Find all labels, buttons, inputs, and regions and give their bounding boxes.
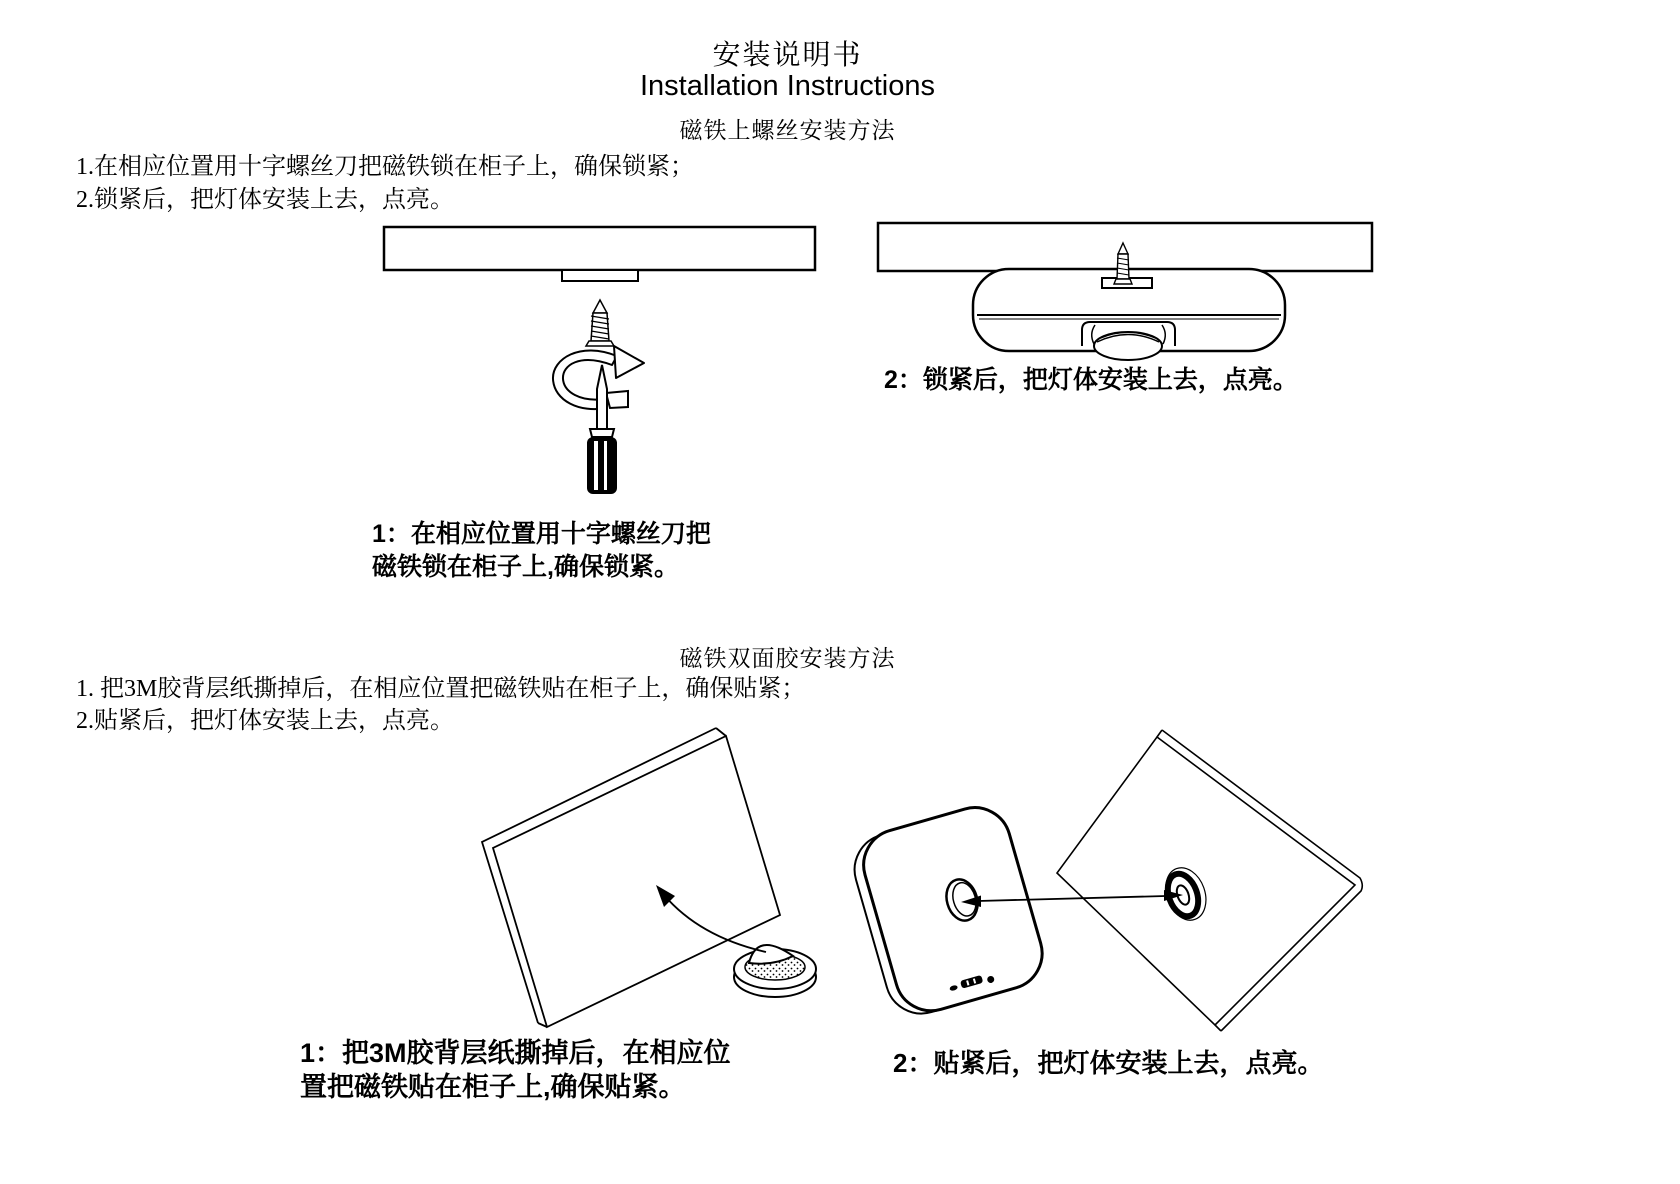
section2-heading: 磁铁双面胶安装方法 xyxy=(679,645,896,671)
lamp-knob xyxy=(1094,332,1162,360)
section1-step-1: 1.在相应位置用十字螺丝刀把磁铁锁在柜子上，确保锁紧； xyxy=(76,154,694,180)
page-title-en: Installation Instructions xyxy=(640,70,935,102)
cabinet-board xyxy=(384,227,815,270)
figure-lamp-mounted xyxy=(865,215,1385,365)
figure-magnet-align xyxy=(850,720,1410,1040)
section1-step-2: 2.锁紧后，把灯体安装上去，点亮。 xyxy=(76,187,454,213)
cabinet-panel xyxy=(1057,737,1355,1025)
section1-heading: 磁铁上螺丝安装方法 xyxy=(679,117,896,143)
figure-adhesive-peel xyxy=(460,715,840,1035)
magnet-plate xyxy=(562,270,638,281)
figure-screw-mount xyxy=(370,215,830,505)
section2-step-2: 2.贴紧后，把灯体安装上去，点亮。 xyxy=(76,708,454,734)
figure1-caption: 1：在相应位置用十字螺丝刀把 磁铁锁在柜子上,确保锁紧。 xyxy=(372,520,711,581)
page-title-cn: 安装说明书 xyxy=(712,39,863,70)
adhesive-magnet-disc xyxy=(734,945,816,997)
section2-step-1: 1. 把3M胶背层纸撕掉后，在相应位置把磁铁贴在柜子上，确保贴紧； xyxy=(76,676,806,702)
figure2-caption: 2：锁紧后，把灯体安装上去，点亮。 xyxy=(884,366,1298,394)
screwdriver-icon xyxy=(587,365,617,494)
screw-icon xyxy=(586,300,614,346)
lamp-body xyxy=(850,799,1051,1022)
figure4-caption: 2：贴紧后，把灯体安装上去，点亮。 xyxy=(893,1048,1324,1078)
figure3-caption: 1：把3M胶背层纸撕掉后，在相应位 置把磁铁贴在柜子上,确保贴紧。 xyxy=(300,1038,731,1102)
